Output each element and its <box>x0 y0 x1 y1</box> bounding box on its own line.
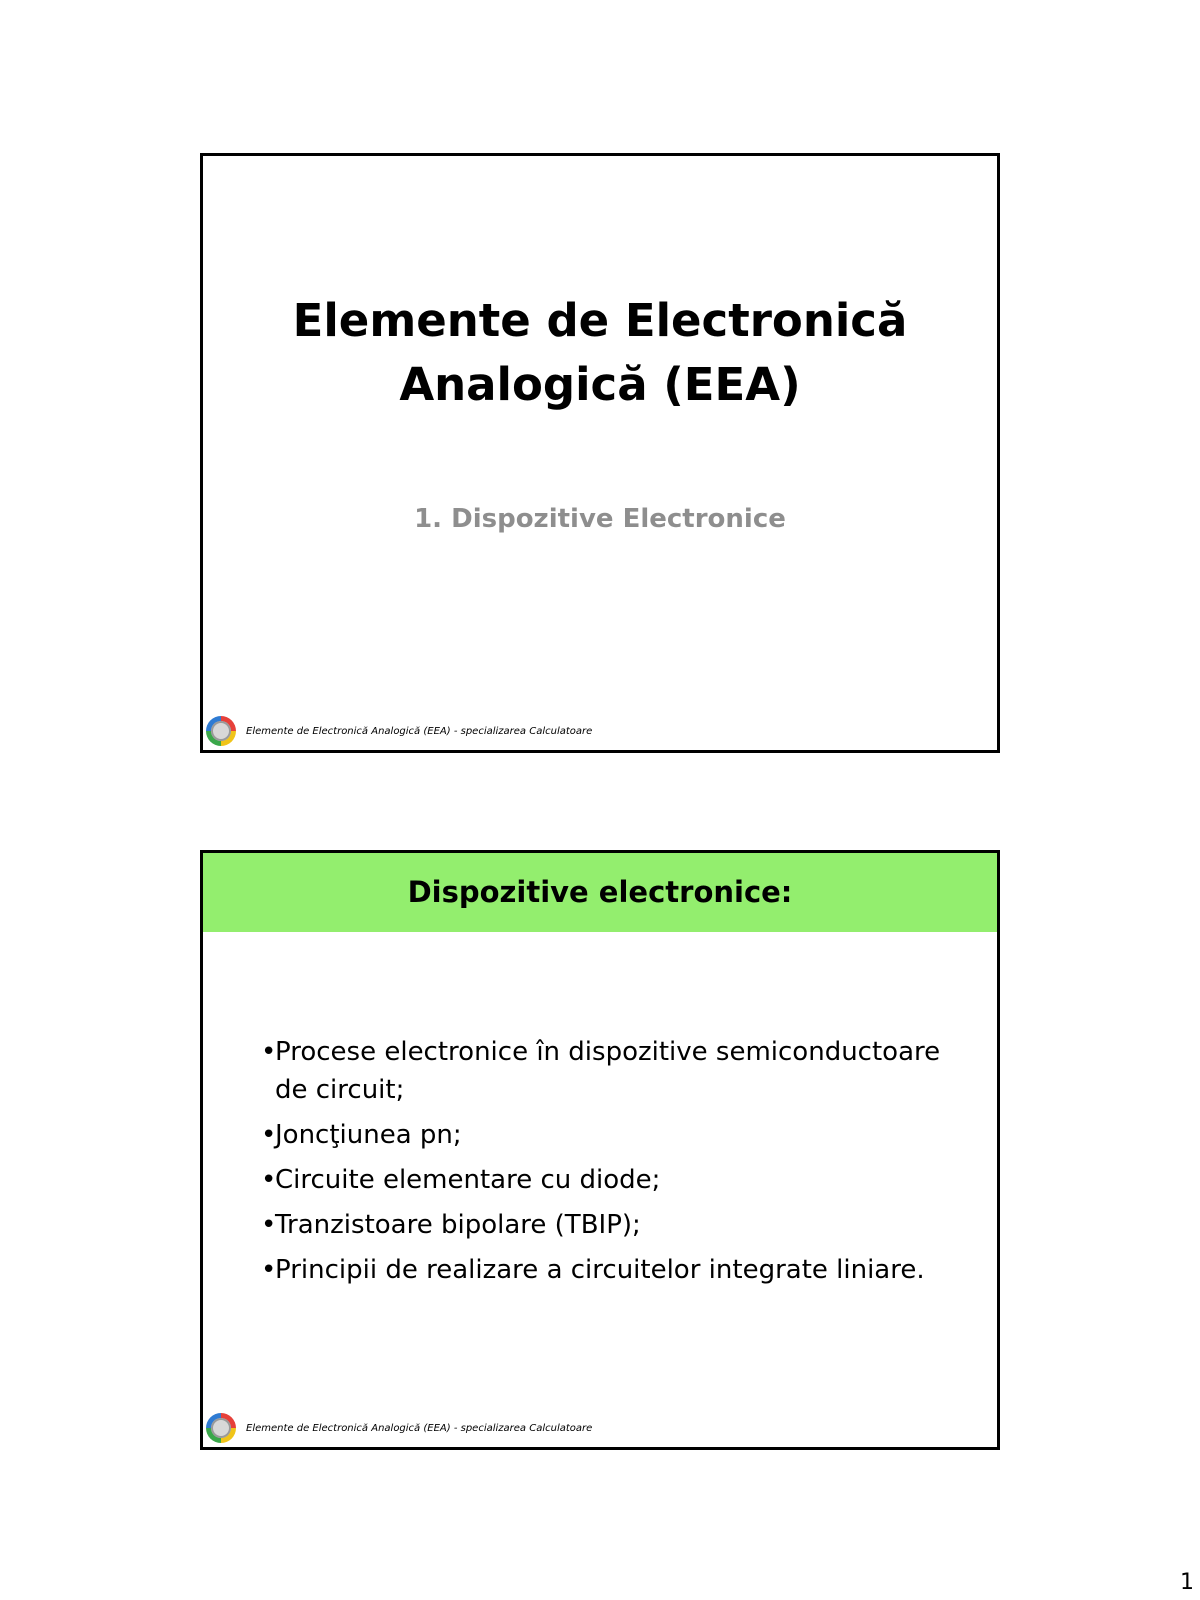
slide-footer <box>206 1411 592 1445</box>
slide-title-line-1: Elemente de Electronică <box>292 294 908 347</box>
bullet-list <box>261 1033 961 1296</box>
slide-footer-text: Elemente de Electronică Analogică (EEA) - specializarea Calculatoare <box>246 725 593 737</box>
slide-title <box>200 153 1000 753</box>
university-logo-icon <box>206 1413 236 1443</box>
list-item: • Principii de realizare a circuitelor integrate liniare. <box>261 1251 961 1289</box>
slide-header-title: Dispozitive electronice: <box>407 875 793 909</box>
page-number: 1 <box>1180 1570 1194 1595</box>
slide-footer <box>206 714 592 748</box>
slide-subtitle: 1. Dispozitive Electronice <box>414 504 786 534</box>
slide-title-line-2: Analogică (EEA) <box>399 358 801 411</box>
slide-content <box>200 850 1000 1450</box>
list-item: • Joncţiunea pn; <box>261 1116 961 1154</box>
list-item: • Tranzistoare bipolare (TBIP); <box>261 1206 961 1244</box>
slide-title-heading <box>203 289 997 417</box>
list-item: • Circuite elementare cu diode; <box>261 1161 961 1199</box>
list-item: • Procese electronice în dispozitive semiconductoare de circuit; <box>261 1033 961 1109</box>
university-logo-icon <box>206 716 236 746</box>
slide-header-band <box>203 853 997 932</box>
slide-footer-text: Elemente de Electronică Analogică (EEA) - specializarea Calculatoare <box>246 1422 593 1434</box>
